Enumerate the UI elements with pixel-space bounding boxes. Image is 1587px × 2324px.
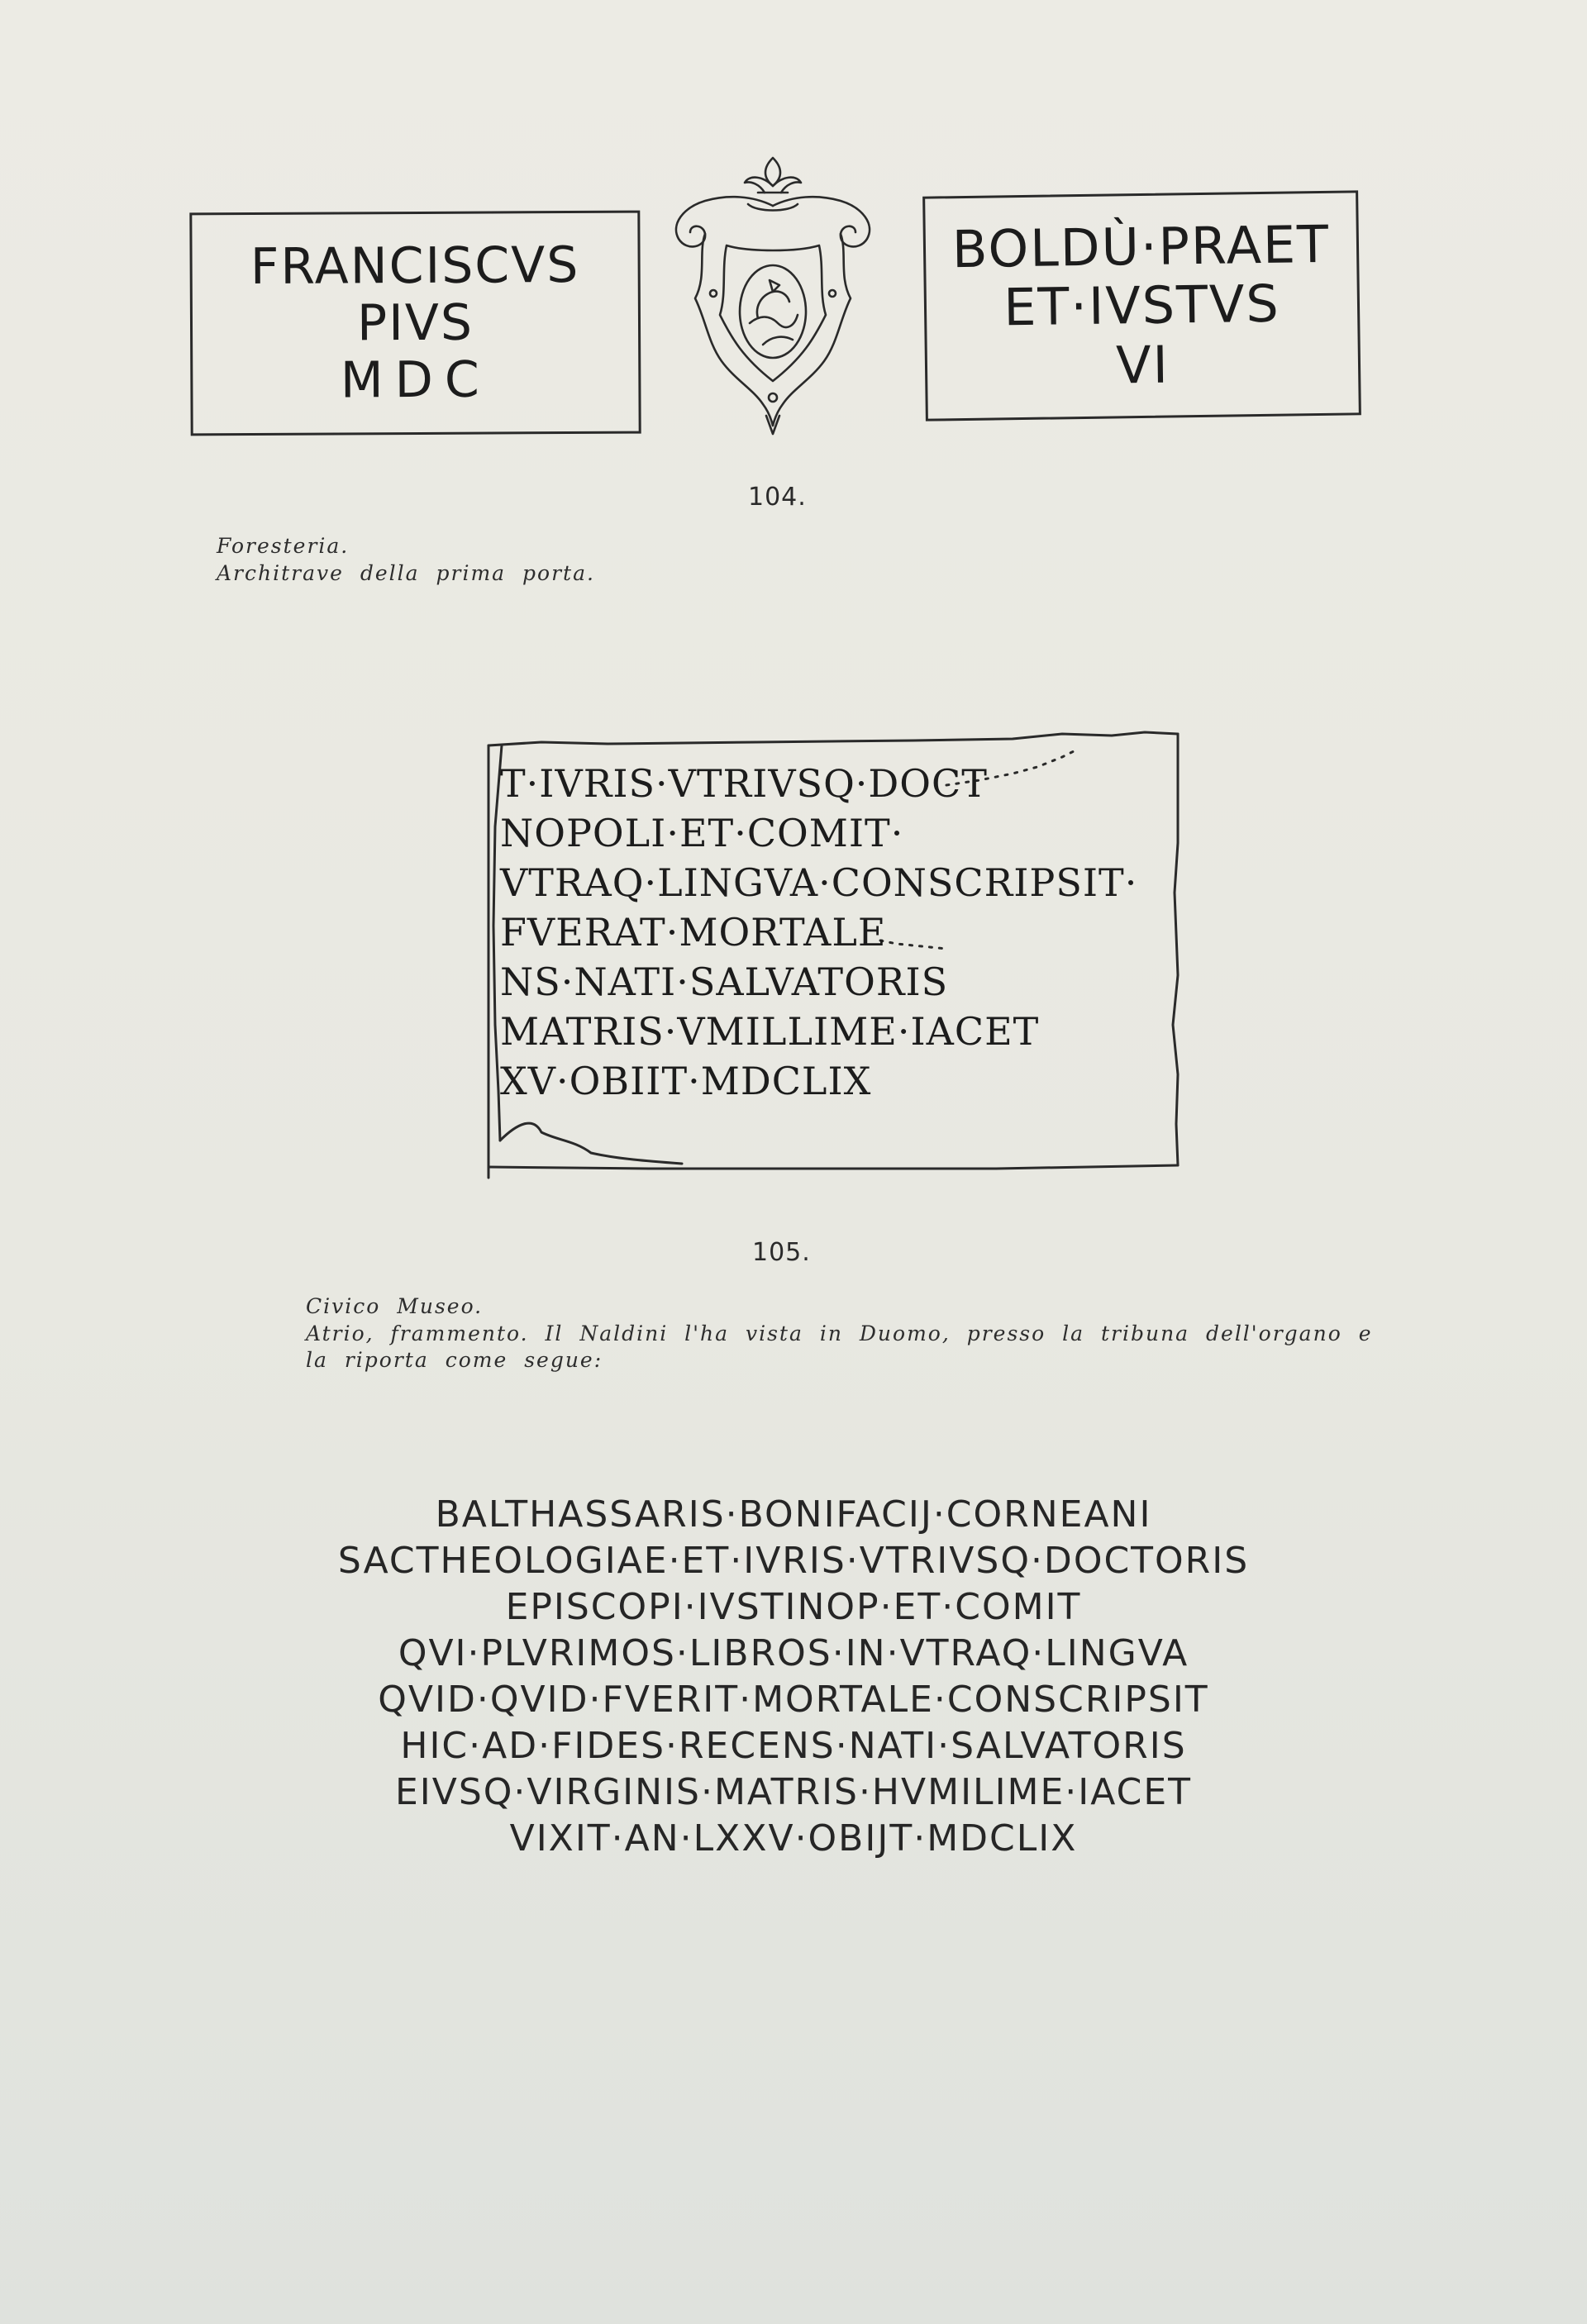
plaque-right-line: BOLDÙ·PRAET	[951, 213, 1331, 280]
entry-number-105: 105.	[752, 1238, 811, 1267]
inscription-line: EIVSQ·VIRGINIS·MATRIS·HVMILIME·IACET	[394, 1771, 1192, 1813]
inscription-line: BALTHASSARIS·BONIFACIJ·CORNEANI	[435, 1493, 1152, 1536]
plaque-left-line: MDC	[340, 350, 491, 409]
fragment-inscription	[500, 759, 1137, 1106]
fragment-line: XV·OBIIT·MDCLIX	[500, 1059, 872, 1103]
inscription-plaque-left	[189, 211, 641, 436]
plaque-right-line: ET·IVSTVS	[1003, 274, 1281, 338]
plaque-left-line: PIVS	[356, 293, 474, 352]
caption-line: Architrave della prima porta.	[217, 560, 595, 585]
fragment-line: VTRAQ·LINGVA·CONSCRIPSIT·	[500, 860, 1138, 905]
fragment-line: NS·NATI·SALVATORIS	[500, 960, 949, 1004]
inscription-line: QVI·PLVRIMOS·LIBROS·IN·VTRAQ·LINGVA	[398, 1632, 1189, 1674]
caption-line: Atrio, frammento. Il Naldini l'ha vista in Duomo, presso la tribuna dell'organo e	[306, 1321, 1373, 1345]
full-inscription	[0, 1492, 1587, 1862]
plaque-left-line: FRANCISCVS	[250, 236, 580, 296]
entry-number-104: 104.	[748, 483, 807, 512]
fragment-line: MATRIS·VMILLIME·IACET	[500, 1009, 1040, 1054]
caption-line: Foresteria.	[217, 534, 350, 558]
caption-line: Civico Museo.	[306, 1294, 484, 1318]
caption-line: la riporta come segue:	[306, 1348, 603, 1372]
inscription-plaque-right	[922, 190, 1361, 421]
inscription-line: EPISCOPI·IVSTINOP·ET·COMIT	[505, 1586, 1082, 1628]
inscription-line: VIXIT·AN·LXXV·OBIJT·MDCLIX	[509, 1817, 1078, 1860]
fragment-line: FVERAT·MORTALE	[500, 910, 887, 955]
plaque-right-line: VI	[1115, 334, 1170, 396]
inscription-line: QVID·QVID·FVERIT·MORTALE·CONSCRIPSIT	[378, 1679, 1209, 1721]
inscription-line: HIC·AD·FIDES·RECENS·NATI·SALVATORIS	[400, 1725, 1187, 1767]
coat-of-arms-icon	[657, 153, 889, 450]
caption-105	[306, 1293, 1372, 1374]
inscription-line: SACTHEOLOGIAE·ET·IVRIS·VTRIVSQ·DOCTORIS	[337, 1540, 1250, 1582]
fragment-line: NOPOLI·ET·COMIT·	[500, 811, 904, 855]
fragment-line: T·IVRIS·VTRIVSQ·DOCT	[500, 761, 988, 806]
caption-104	[217, 533, 595, 587]
